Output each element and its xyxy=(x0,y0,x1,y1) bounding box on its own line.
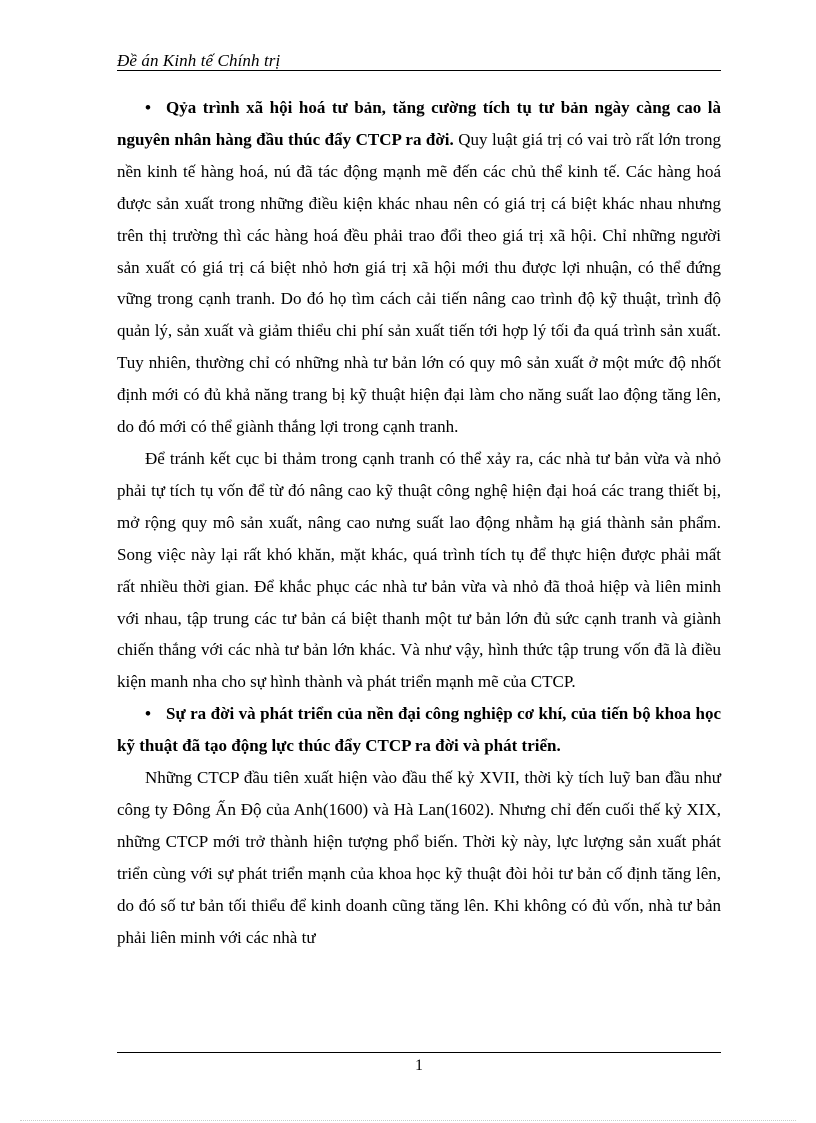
footer-divider xyxy=(117,1052,721,1053)
paragraph-4: Những CTCP đầu tiên xuất hiện vào đầu thế kỷ XVII, thời kỳ tích luỹ ban đầu như công ty Đông Ấn Độ của Anh(1600) và Hà Lan(1602). Nhưng chỉ đến cuối thế kỷ XIX, những CTCP mới trở thành hiện tượng phổ biến. Thời kỳ này, lực lượng sản xuất phát triển cùng với sự phát triển mạnh của khoa học kỹ thuật đòi hỏi tư bản cố định tăng lên, do đó số tư bản tối thiểu để kinh doanh cũng tăng lên. Khi không có đủ vốn, nhà tư bản phải liên minh với các nhà tư xyxy=(117,768,721,947)
paragraph-3 xyxy=(117,698,721,762)
bullet-icon: • xyxy=(145,98,151,117)
page-edge-dotted-line xyxy=(20,1120,796,1121)
paragraph-1-text: Quy luật giá trị có vai trò rất lớn trong nền kinh tế hàng hoá, nú đã tác động mạnh mẽ đến các chủ thể kinh tế. Các hàng hoá được sản xuất trong những điều kiện khác nhau nên có giá trị cá biệt khác nhau nhưng trên thị trường thì các hàng hoá đều phải trao đổi theo giá trị xã hội. Chỉ những người sản xuất có giá trị cá biệt nhỏ hơn giá trị xã hội mới thu được lợi nhuận, có thể đứng vững trong cạnh tranh. Do đó họ tìm cách cải tiến nâng cao trình độ kỹ thuật, trình độ quản lý, sản xuất và giảm thiểu chi phí sản xuất tiến tới hợp lý tối đa quá trình sản xuất. Tuy nhiên, thường chỉ có những nhà tư bản lớn có quy mô sản xuất ở một mức độ nhốt định mới có đủ khả năng trang bị kỹ thuật hiện đại làm cho năng suất lao động tăng lên, do đó mới có thể giành thắng lợi trong cạnh tranh. xyxy=(117,129,722,437)
paragraph-2: Để tránh kết cục bi thảm trong cạnh tranh có thể xảy ra, các nhà tư bản vừa và nhỏ phải tự tích tụ vốn để từ đó nâng cao kỹ thuật công nghệ hiện đại hoá các trang thiết bị, mở rộng quy mô sản xuất, nâng cao nưng suất lao động nhằm hạ giá thành sản phẩm. Song việc này lại rất khó khăn, mặt khác, quá trình tích tụ để thực hiện được phải mất rất nhiều thời gian. Để khắc phục các nhà tư bản vừa và nhỏ đã thoả hiệp và liên minh với nhau, tập trung các tư bản cá biệt thanh một tư bản lớn đủ sức cạnh tranh và giành chiến thắng với các nhà tư bản lớn khác. Và như vậy, hình thức tập trung vốn đã là điều kiện manh nha cho sự hình thành và phát triển mạnh mẽ của CTCP. xyxy=(117,448,721,692)
header-title: Đề án Kinh tế Chính trị xyxy=(117,51,281,70)
header-divider xyxy=(117,70,721,71)
paragraph-3-heading: Sự ra đời và phát triển của nền đại công nghiệp cơ khí, của tiến bộ khoa học kỹ thuật đã tạo động lực thúc đẩy CTCP ra đời và phát triển. xyxy=(117,704,721,756)
bullet-icon: • xyxy=(145,704,151,724)
document-body xyxy=(117,92,721,953)
paragraph-1 xyxy=(117,92,721,443)
paragraph-1-heading: Qỷa trình xã hội hoá tư bản, tăng cường tích tụ tư bản ngày càng cao là nguyên nhân hàng đầu thúc đẩy CTCP ra đời. xyxy=(117,98,721,149)
page-number: 1 xyxy=(415,1057,423,1074)
